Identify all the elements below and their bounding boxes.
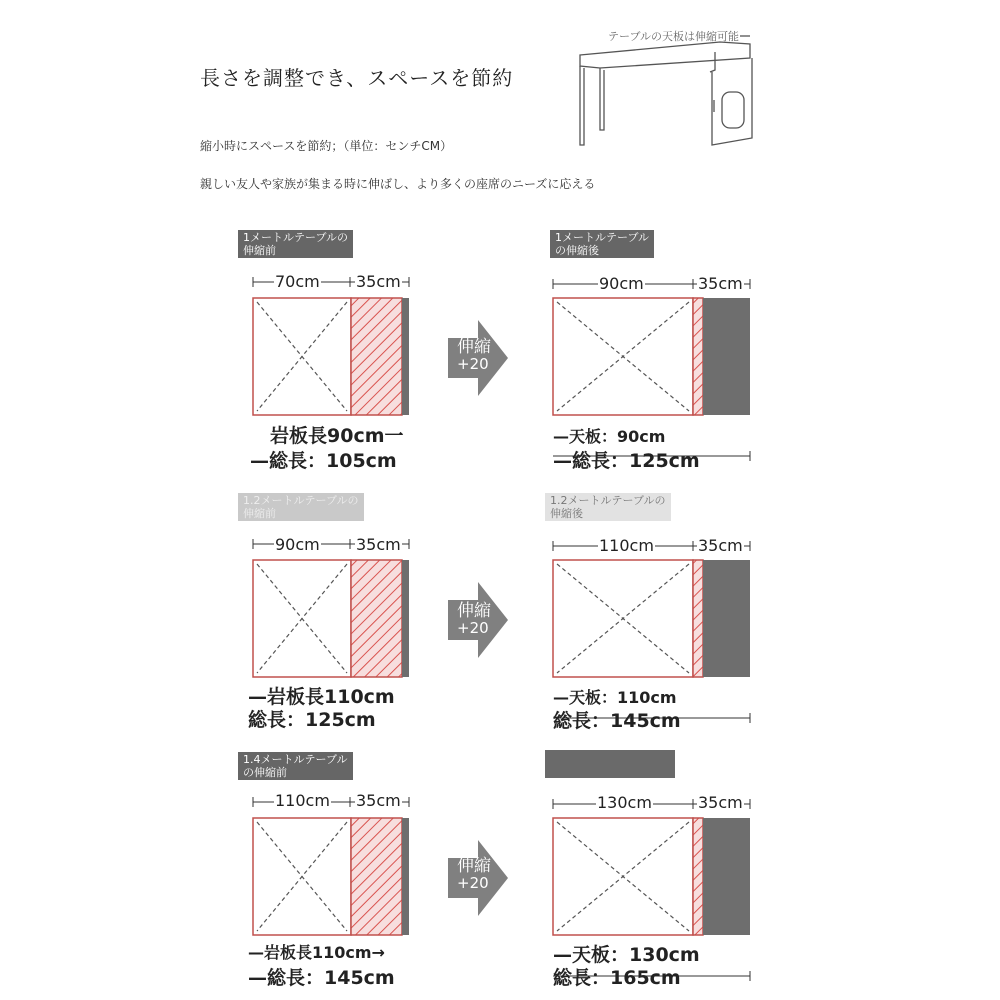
tag-before-row1: 1メートルテーブルの 伸縮前 [238, 230, 353, 258]
caption-total-before-row2: 総長：125cm [248, 709, 376, 731]
caption-total-before-row3: —総長：145cm [248, 967, 395, 989]
page-title: 長さを調整でき、スペースを節約 [200, 66, 514, 90]
arrow-label-row3 [457, 858, 491, 892]
stone-slab-hatched-row1 [351, 298, 402, 415]
stone-slab-hatched-after-row1 [693, 298, 703, 415]
arrow-label-line2: +20 [457, 874, 489, 892]
arrow-label-line1: 伸縮 [457, 337, 491, 357]
caption-total-after-row1: —総長：125cm [553, 450, 700, 472]
caption-top-after-row1: —天板：90cm [553, 427, 666, 446]
stone-slab-hatched-row2 [351, 560, 402, 677]
caption-top-after-row2: —天板：110cm [553, 688, 677, 707]
stone-slab-hatched-row3 [351, 818, 402, 935]
dim-main-before-row1: 70cm [275, 272, 320, 291]
caption-top-after-row3: —天板：130cm [553, 944, 700, 966]
arrow-label-line2: +20 [457, 619, 489, 637]
tag-after-row3 [545, 750, 675, 778]
dim-main-before-row3: 110cm [275, 791, 330, 810]
caption-total-after-row2: 総長：145cm [553, 710, 681, 732]
dim-side-before-row2: 35cm [356, 535, 401, 554]
dim-main-before-row2: 90cm [275, 535, 320, 554]
caption-total-before-row1: —総長：105cm [250, 450, 397, 472]
cabinet-block-after-row1 [703, 298, 750, 415]
tag-after-row1: 1メートルテーブル の伸縮後 [550, 230, 654, 258]
arrow-label-row1 [457, 339, 491, 373]
tag-before-row2: 1.2メートルテーブルの 伸縮前 [238, 493, 364, 521]
dim-side-after-row2: 35cm [698, 536, 743, 555]
dim-side-after-row1: 35cm [698, 274, 743, 293]
dim-main-after-row3: 130cm [597, 793, 652, 812]
arrow-label-row2 [457, 603, 491, 637]
subtitle-space-saving: 縮小時にスペースを節約；（単位：センチCM） [200, 139, 453, 153]
caption-stone-length-row1: 岩板長90cm一 [270, 425, 404, 447]
caption-stone-length-row3: —岩板長110cm→ [248, 943, 385, 962]
dim-main-after-row2: 110cm [599, 536, 654, 555]
cabinet-block-after-row2 [703, 560, 750, 677]
stone-slab-hatched-after-row2 [693, 560, 703, 677]
tag-after-row2: 1.2メートルテーブルの 伸縮後 [545, 493, 671, 521]
arrow-label-line1: 伸縮 [457, 601, 491, 621]
arrow-label-line2: +20 [457, 355, 489, 373]
dim-main-after-row1: 90cm [599, 274, 644, 293]
arrow-label-line1: 伸縮 [457, 856, 491, 876]
hero-caption: テーブルの天板は伸縮可能 [608, 30, 740, 43]
tag-before-row3: 1.4メートルテーブル の伸縮前 [238, 752, 353, 780]
cabinet-block-before-row2 [402, 560, 409, 677]
subtitle-extend-info: 親しい友人や家族が集まる時に伸ばし、より多くの座席のニーズに応える [200, 177, 596, 191]
caption-stone-length-row2: —岩板長110cm [248, 686, 395, 708]
cabinet-block-before-row1 [402, 298, 409, 415]
caption-total-after-row3: 総長：165cm [553, 967, 681, 989]
dim-side-before-row3: 35cm [356, 791, 401, 810]
cabinet-block-before-row3 [402, 818, 409, 935]
extendable-table-illustration [580, 36, 752, 145]
stone-slab-hatched-after-row3 [693, 818, 703, 935]
dim-side-before-row1: 35cm [356, 272, 401, 291]
cabinet-block-after-row3 [703, 818, 750, 935]
dim-side-after-row3: 35cm [698, 793, 743, 812]
